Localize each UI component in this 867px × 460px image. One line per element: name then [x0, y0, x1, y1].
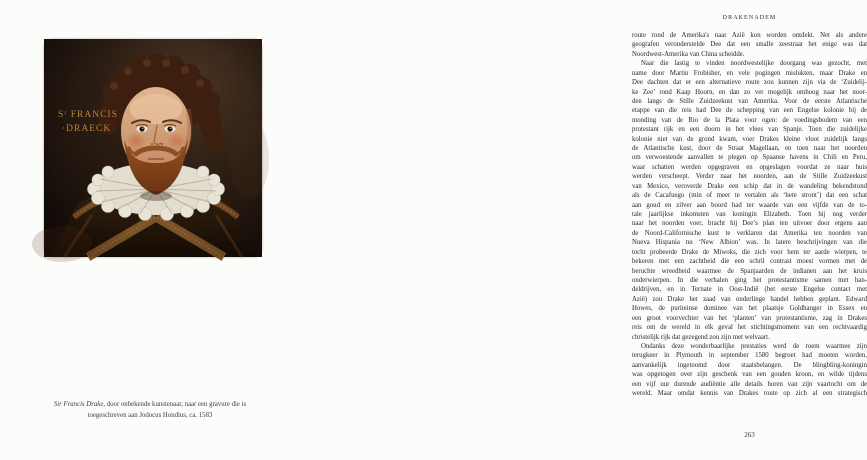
text-line: kolonie niet van de grond kwam, voer Drakes kleine vloot zuidelijk langs — [632, 135, 867, 143]
text-line: christelijk rijk dat gezegend zou zijn met welvaart. — [632, 333, 770, 341]
right-page — [300, 0, 867, 460]
text-line: route rond de Amerika's naar Azië kon worden ontdekt. Net als andere — [632, 32, 867, 39]
text-line: den langs de Stille Zuidzeekust van Amerika. Voor de eerste Atlantische — [632, 97, 867, 105]
text-line: van Mexico, veroverde Drake een schip dat in de wandeling bekendstond — [632, 182, 867, 190]
drake-portrait-image — [44, 39, 262, 257]
text-line: monding van de Rio de la Plata voor ogen: de voedingsbodem van een — [632, 116, 867, 124]
text-line: Ondanks deze wonderbaarlijke prestaties werd de roem waarmee zijn — [641, 342, 867, 350]
text-line: was opgetogen over zijn geschenk van een gouden kroon, en wilde tijdens — [632, 371, 867, 379]
text-line: werden verscheept. Verder naar het noorden, aan de Stille Zuidzeekust — [632, 173, 867, 181]
left-page — [0, 0, 300, 460]
text-line: deldrijven, en in Ternate in Oost-Indië (het eerste Engelse contact met — [632, 286, 867, 294]
text-line: Howes, de puriteinse dominee van het plaatsje Goldhanger in Essex en — [632, 305, 867, 313]
body-text — [632, 31, 867, 398]
text-line: beruchte wreedheid waarmee de Spanjaarden de indianen aan het kruis — [632, 267, 867, 275]
text-line: tale jaarlijkse inkomsten van koningin Elizabeth. Toen hij nog verder — [632, 211, 867, 219]
text-line: etappe van die reis had Dee de schepping van een Engelse kolonie bij de — [632, 107, 867, 115]
text-line: de Atlantische kust, door de Straat Magellaan, en toen naar het noorden — [632, 145, 867, 153]
text-line: als de Cacafuego (min of meer te vertalen als ‘hete stront’) dat een schat — [632, 192, 867, 200]
drake-portrait-painting — [44, 39, 262, 257]
caption-line1-rest: , door onbekende kunstenaar, naar een gravure die is — [103, 401, 247, 408]
text-line: Azië) zou Drake het zaad van onderlinge handel hebben geplant. Edward — [632, 295, 867, 303]
text-line: reis om de wereld in elk geval het stichtingsmoment van een rechtvaardig — [632, 324, 867, 332]
caption-line1 — [30, 399, 270, 410]
caption-line2: toegeschreven aan Jodocus Hondius, ca. 1583 — [87, 412, 213, 419]
text-line: Nueva Hispania nu ‘New Albion’ was. In latere beschrijvingen van die — [632, 239, 867, 247]
text-line: geografen veronderstelde Dee dat een smalle zeestraat het enige was dat — [632, 41, 867, 49]
text-line: terugkeer in Plymouth in september 1580 begroet had moeten worden, — [632, 352, 867, 360]
text-line: de Noord-Californische kust te verklaren dat Amerika ten noorden van — [632, 229, 867, 237]
text-line: tocht probeerde Drake de Miwoks, die zich voor hem ter aarde wierpen, te — [632, 248, 867, 256]
page-number: 263 — [744, 431, 755, 439]
text-line: protestant rijk en een doorn in het vlees van Spanje. Toen die zuidelijke — [632, 126, 867, 134]
text-line: een vijf uur durende audiëntie alle details horen van zijn vaartocht om de — [632, 380, 867, 388]
text-line: waar schatten werden opgegraven en opgeslagen voordat ze naar huis — [632, 163, 867, 171]
text-line: onderwierpen. In die verhalen ging het protestantisme samen met han- — [632, 276, 867, 284]
text-line: Dee dachten dat er een alternatieve route zou kunnen zijn via de ‘Zuidelij- — [632, 79, 867, 87]
caption-subject-name: Sir Francis Drake — [53, 401, 104, 408]
text-line: Noordwest-Amerika van China scheidde. — [632, 50, 745, 58]
text-line: om verwoestende aanvallen te plegen op Spaanse havens in Chili en Peru, — [632, 154, 867, 162]
portrait-caption — [30, 399, 270, 421]
text-line: ke Zee’ rond Kaap Hoorn, en dan zo ver mogelijk omhoog naar het noor- — [632, 88, 867, 96]
running-header: DRAKENADEM — [722, 15, 777, 21]
text-line: aan goud en zilver aan boord had ter waarde van een vijfde van de to- — [632, 201, 867, 209]
text-line: wereld. Maar omdat kennis van Drakes route op zich al een strategisch — [632, 390, 867, 398]
text-line: naar het noorden voer, bracht hij Dee’s plan ten uitvoer door ergens aan — [632, 220, 867, 228]
text-line: bekeren met een zachtheid die een schril contrast moest vormen met de — [632, 258, 867, 266]
text-line: name door Martin Frobisher, en vele pogingen mislukten, maar Drake en — [632, 69, 867, 77]
text-line: een groot voorvechter van het ‘planten’ van protestantisme, zag in Drakes — [632, 314, 867, 322]
text-line: Naar die lastig te vinden noordwestelijke doorgang was gezocht, met — [641, 60, 867, 68]
text-line: aanvankelijk ingetoomd door staatsbelangen. De blingbling-koningin — [632, 361, 867, 369]
